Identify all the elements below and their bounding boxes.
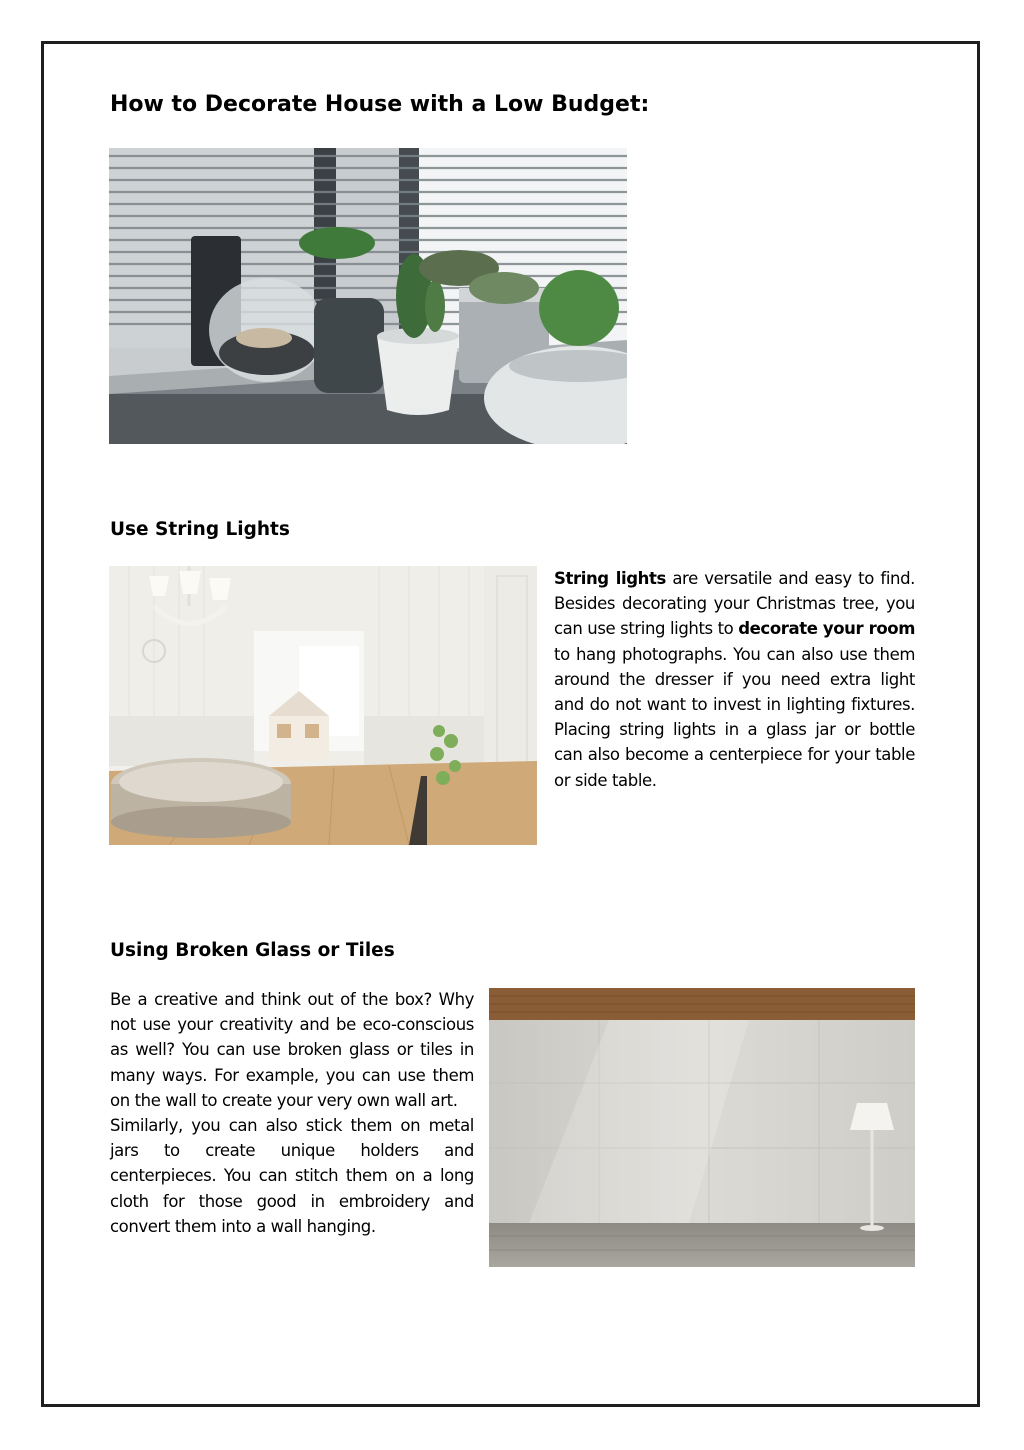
string-lights-text [554, 566, 915, 793]
broken-glass-text-1: Be a creative and think out of the box? Why not use your creativity and be eco-conscious as well? You can use broken glass or tiles in many ways. For example, you can use them on the wall to create your very own wall art. [110, 990, 474, 1110]
string-lights-paragraph [554, 566, 915, 793]
page-title: How to Decorate House with a Low Budget: [110, 92, 650, 117]
broken-glass-paragraph [110, 987, 474, 1239]
hero-image [109, 148, 627, 444]
room-image [109, 566, 537, 845]
bold-string-lights: String lights [554, 569, 666, 588]
wall-image [489, 988, 915, 1267]
text-segment-1: are versatile and easy to find. Besides decorating your Christmas tree, you can use string lights to [554, 569, 915, 639]
section-heading-broken-glass: Using Broken Glass or Tiles [110, 940, 395, 961]
section-heading-string-lights: Use String Lights [110, 519, 290, 540]
bold-decorate-your-room: decorate your room [738, 619, 915, 639]
text-segment-2: to hang photographs. You can also use them around the dresser if you need extra light and do not want to invest in lighting fixtures. Placing string lights in a glass jar or bottle can also become a centerpiece for your table or side table. [554, 644, 915, 790]
broken-glass-text-2: Similarly, you can also stick them on metal jars to create unique holders and centerpieces. You can stitch them on a long cloth for those good in embroidery and convert them into a wall hanging. [110, 1116, 474, 1236]
